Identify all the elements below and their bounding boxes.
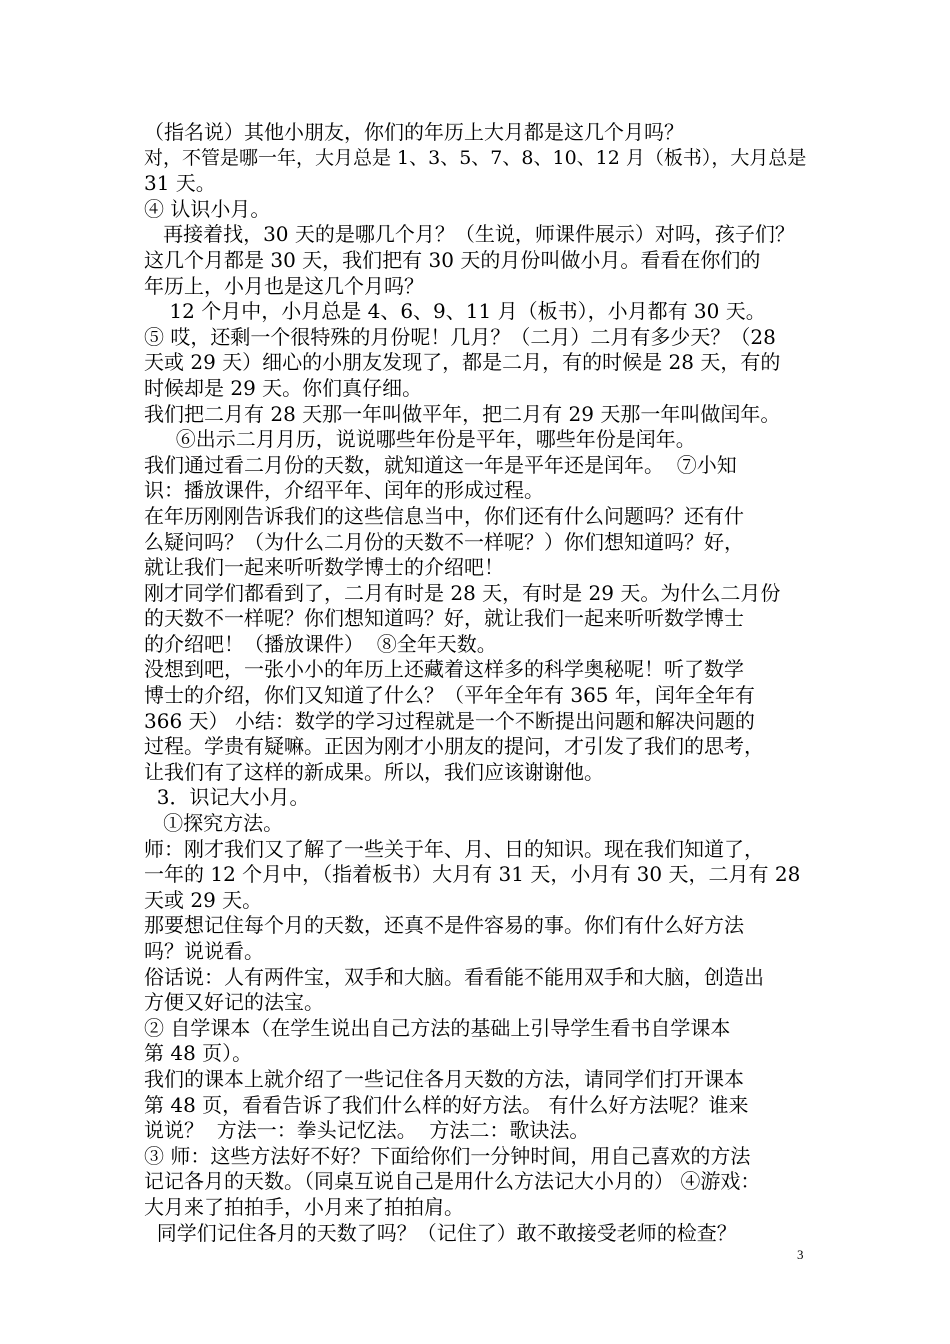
text-line: 一年的 12 个月中，（指着板书）大月有 31 天，小月有 30 天，二月有 28: [144, 862, 801, 887]
page-number: 3: [797, 1247, 804, 1262]
text-line: 就让我们一起来听听数学博士的介绍吧！: [144, 555, 504, 580]
text-line: ①探究方法。: [144, 811, 284, 836]
text-line: 同学们记住各月的天数了吗？（记住了）敢不敢接受老师的检查？: [144, 1220, 737, 1245]
text-line: 在年历刚刚告诉我们的这些信息当中，你们还有什么问题吗？还有什: [144, 503, 744, 528]
text-line: 对，不管是哪一年，大月总是 1、3、5、7、8、10、12 月（板书），大月总是: [144, 146, 807, 169]
text-line: 我们的课本上就介绍了一些记住各月天数的方法，请同学们打开课本: [144, 1066, 744, 1091]
text-line: 这几个月都是 30 天，我们把有 30 天的月份叫做小月。看看在你们的: [144, 247, 761, 272]
text-line: 让我们有了这样的新成果。所以，我们应该谢谢他。: [144, 759, 604, 784]
text-line: 366 天） 小结：数学的学习过程就是一个不断提出问题和解决问题的: [144, 708, 755, 733]
text-line: ⑤ 哎，还剩一个很特殊的月份呢！几月？（二月）二月有多少天？（28: [144, 324, 776, 349]
text-line: 12 个月中，小月总是 4、6、9、11 月（板书），小月都有 30 天。: [144, 299, 766, 324]
text-line: 没想到吧，一张小小的年历上还藏着这样多的科学奥秘呢！听了数学: [144, 657, 744, 682]
text-line: 我们把二月有 28 天那一年叫做平年，把二月有 29 天那一年叫做闰年。: [144, 401, 781, 426]
text-line: 再接着找，30 天的是哪几个月？（生说，师课件展示）对吗，孩子们？: [144, 222, 795, 247]
text-line: 天或 29 天）细心的小朋友发现了，都是二月，有的时候是 28 天，有的: [144, 350, 781, 375]
text-line: 么疑问吗？（为什么二月份的天数不一样呢？）你们想知道吗？好，: [144, 529, 744, 554]
text-line: 时候却是 29 天。你们真仔细。: [144, 375, 423, 400]
text-line: 师：刚才我们又了解了一些关于年、月、日的知识。现在我们知道了，: [144, 836, 764, 861]
document-body: [144, 120, 814, 1246]
text-line: 我们通过看二月份的天数，就知道这一年是平年还是闰年。 ⑦小知: [144, 452, 737, 477]
text-line: 记记各月的天数。（同桌互说自己是用什么方法记大小月的） ④游戏：: [144, 1169, 761, 1194]
text-line: ② 自学课本（在学生说出自己方法的基础上引导学生看书自学课本: [144, 1015, 731, 1040]
text-line: 吗？说说看。: [144, 939, 264, 963]
text-line: ⑥出示二月月历，说说哪些年份是平年，哪些年份是闰年。: [144, 427, 696, 452]
text-line: 年历上，小月也是这几个月吗？: [144, 273, 424, 298]
text-line: 3．识记大小月。: [144, 785, 310, 810]
text-line: 那要想记住每个月的天数，还真不是件容易的事。你们有什么好方法: [144, 913, 744, 938]
text-line: 的天数不一样呢？你们想知道吗？好，就让我们一起来听听数学博士: [144, 606, 744, 631]
text-line: 的介绍吧！（播放课件） ⑧全年天数。: [144, 631, 497, 656]
text-line: 31 天。: [144, 171, 216, 196]
text-line: 方便又好记的法宝。: [144, 990, 324, 1015]
text-line: ④ 认识小月。: [144, 196, 271, 221]
text-line: 第 48 页，看看告诉了我们什么样的好方法。 有什么好方法呢？谁来: [144, 1092, 749, 1117]
text-line: （指名说）其他小朋友，你们的年历上大月都是这几个月吗？: [144, 120, 684, 144]
text-line: 刚才同学们都看到了，二月有时是 28 天，有时是 29 天。为什么二月份: [144, 580, 781, 605]
text-line: 过程。学贵有疑嘛。正因为刚才小朋友的提问，才引发了我们的思考，: [144, 734, 764, 759]
text-line: 博士的介绍，你们又知道了什么？（平年全年有 365 年，闰年全年有: [144, 683, 755, 708]
text-line: 识：播放课件，介绍平年、闰年的形成过程。: [144, 478, 544, 503]
text-line: 第 48 页）。: [144, 1041, 253, 1066]
text-line: 天或 29 天。: [144, 887, 263, 912]
text-line: 大月来了拍拍手，小月来了拍拍肩。: [144, 1194, 464, 1219]
text-line: ③ 师：这些方法好不好？下面给你们一分钟时间，用自己喜欢的方法: [144, 1143, 751, 1168]
text-line: 俗话说：人有两件宝，双手和大脑。看看能不能用双手和大脑，创造出: [144, 964, 764, 989]
text-line: 说说？ 方法一：拳头记忆法。 方法二：歌诀法。: [144, 1118, 590, 1143]
